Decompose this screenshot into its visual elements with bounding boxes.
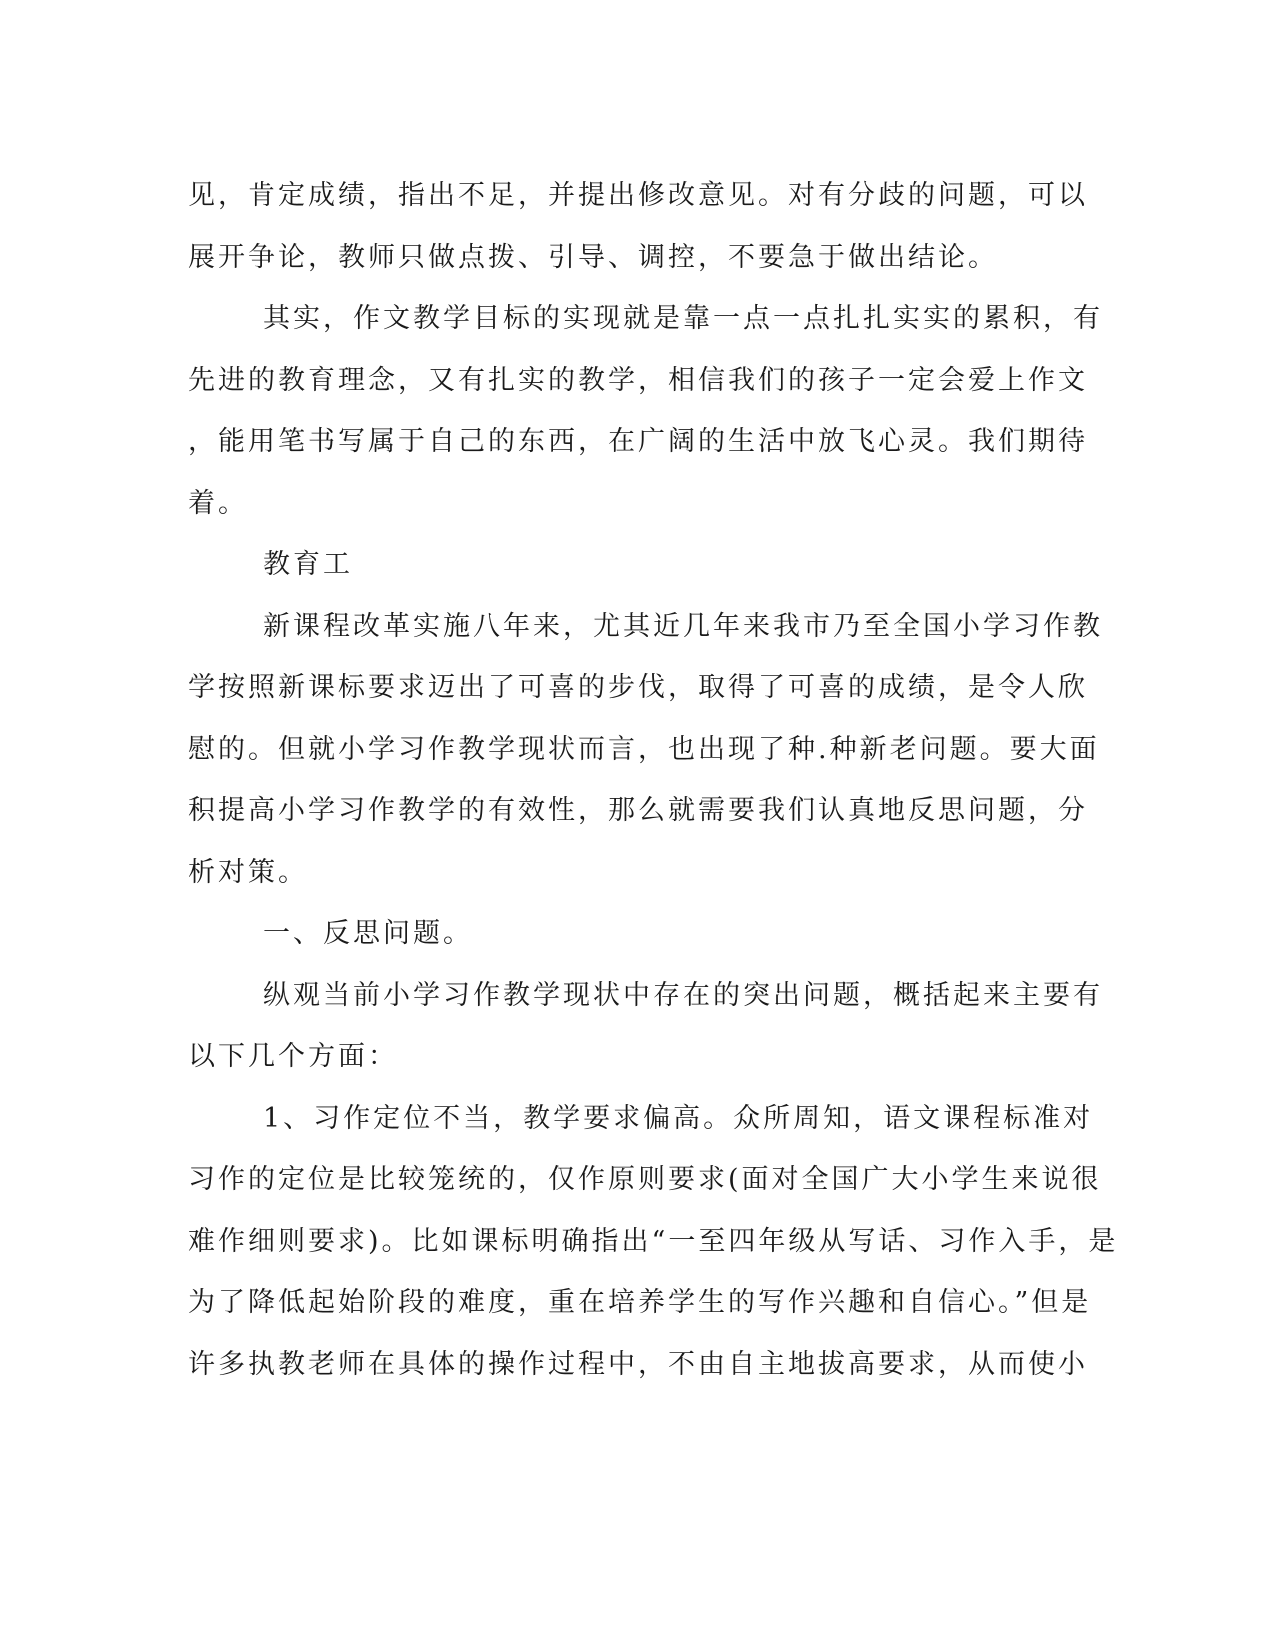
- text-line: 新课程改革实施八年来，尤其近几年来我市乃至全国小学习作教: [263, 610, 1103, 642]
- text-line: 展开争论，教师只做点拨、引导、调控，不要急于做出结论。: [188, 241, 998, 273]
- text-line: 教育工: [263, 549, 353, 580]
- text-line: 析对策。: [188, 856, 308, 888]
- text-line: 学按照新课标要求迈出了可喜的步伐，取得了可喜的成绩，是令人欣: [188, 672, 1088, 703]
- text-line: 一、反思问题。: [263, 918, 473, 949]
- text-line: 习作的定位是比较笼统的，仅作原则要求(面对全国广大小学生来说很: [188, 1164, 1102, 1195]
- text-line: 其实，作文教学目标的实现就是靠一点一点扎扎实实的累积，有: [263, 303, 1103, 334]
- text-line: 1、习作定位不当，教学要求偏高。众所周知，语文课程标准对: [263, 1102, 1094, 1134]
- text-line: 为了降低起始阶段的难度，重在培养学生的写作兴趣和自信心。”但是: [188, 1287, 1092, 1318]
- text-line: 着。: [188, 487, 248, 519]
- text-line: 纵观当前小学习作教学现状中存在的突出问题，概括起来主要有: [263, 979, 1103, 1011]
- text-line: 难作细则要求)。比如课标明确指出“一至四年级从写话、习作入手，是: [188, 1225, 1119, 1257]
- text-line: 先进的教育理念，又有扎实的教学，相信我们的孩子一定会爱上作文: [188, 364, 1088, 396]
- document-body: [188, 165, 1119, 1395]
- text-line: 以下几个方面：: [188, 1041, 398, 1072]
- text-line: 许多执教老师在具体的操作过程中，不由自主地拔高要求，从而使小: [188, 1348, 1088, 1380]
- text-line: 积提高小学习作教学的有效性，那么就需要我们认真地反思问题，分: [188, 795, 1088, 826]
- text-line: 慰的。但就小学习作教学现状而言，也出现了种.种新老问题。要大面: [188, 733, 1100, 765]
- text-line: ，能用笔书写属于自己的东西，在广阔的生活中放飞心灵。我们期待: [188, 426, 1088, 457]
- text-line: 见，肯定成绩，指出不足，并提出修改意见。对有分歧的问题，可以: [188, 180, 1088, 211]
